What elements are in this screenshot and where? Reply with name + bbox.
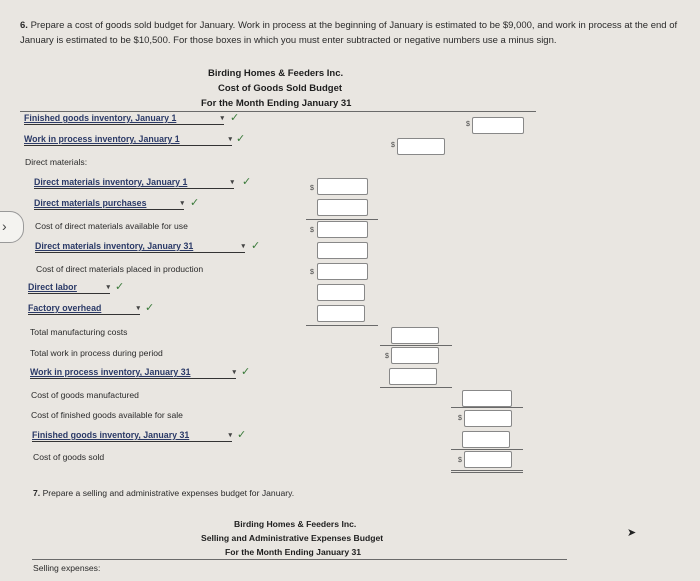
total-rule-double (451, 472, 523, 473)
cogs-budget-period: For the Month Ending January 31 (201, 98, 352, 109)
dollar-sign: $ (458, 457, 462, 464)
chevron-down-icon: ▾ (230, 179, 234, 186)
wip-inventory-jan1-dropdown[interactable] (24, 134, 232, 146)
dm-inventory-jan31-input[interactable] (317, 242, 368, 259)
total-mfg-input[interactable] (391, 327, 439, 344)
cost-fg-available-label: Cost of finished goods available for sale (31, 410, 183, 420)
dm-available-label: Cost of direct materials available for use (35, 221, 188, 231)
chevron-down-icon: ▾ (228, 432, 232, 439)
fg-inventory-jan1-dropdown[interactable] (24, 113, 224, 125)
question-7-number: 7. (33, 488, 41, 498)
check-icon: ✓ (230, 112, 240, 124)
check-icon: ✓ (237, 429, 247, 441)
dollar-sign: $ (310, 227, 314, 234)
subtotal-rule (380, 387, 452, 388)
fg-inventory-jan1-label: Finished goods inventory, January 1 (24, 113, 177, 123)
dm-inventory-jan31-label: Direct materials inventory, January 31 (35, 241, 194, 251)
dm-inventory-jan31-dropdown[interactable] (35, 241, 245, 253)
check-icon: ✓ (145, 302, 155, 314)
dollar-sign: $ (310, 269, 314, 276)
fg-inventory-jan31-dropdown[interactable] (32, 430, 232, 442)
wip-inventory-jan31-input[interactable] (389, 368, 437, 385)
factory-overhead-dropdown[interactable] (28, 303, 140, 315)
chevron-down-icon: ▾ (241, 243, 245, 250)
sa-company-name: Birding Homes & Feeders Inc. (234, 519, 357, 529)
dm-purchases-dropdown[interactable] (34, 198, 184, 210)
question-6-text (20, 18, 685, 48)
factory-overhead-input[interactable] (317, 305, 365, 322)
dollar-sign: $ (458, 415, 462, 422)
sa-budget-period: For the Month Ending January 31 (225, 547, 362, 557)
side-nav-tab[interactable] (0, 211, 24, 243)
question-7-text (33, 488, 294, 498)
subtotal-rule (306, 219, 378, 220)
cogs-label: Cost of goods sold (33, 452, 105, 462)
check-icon: ✓ (236, 133, 246, 145)
wip-inventory-jan1-label: Work in process inventory, January 1 (24, 134, 180, 144)
check-icon: ✓ (241, 366, 251, 378)
chevron-right-icon: › (2, 218, 7, 234)
wip-inventory-jan31-dropdown[interactable] (30, 367, 236, 379)
dm-purchases-input[interactable] (317, 199, 368, 216)
question-6-body: Prepare a cost of goods sold budget for January. Work in process at the beginning of January is estimated to be $9,000, and work in process at the end of January is estimated to be $10,500. For those boxes in which you must enter subtracted or negative numbers use a minus sign. (20, 20, 678, 46)
wip-inventory-jan1-input[interactable] (397, 138, 445, 155)
chevron-down-icon: ▾ (228, 136, 232, 143)
subtotal-rule (380, 345, 452, 346)
check-icon: ✓ (190, 197, 200, 209)
fg-inventory-jan1-input[interactable] (472, 117, 524, 134)
chevron-down-icon: ▾ (106, 284, 110, 291)
total-rule (451, 470, 523, 471)
chevron-down-icon: ▾ (136, 305, 140, 312)
chevron-down-icon: ▾ (180, 200, 184, 207)
direct-materials-heading: Direct materials: (25, 157, 88, 167)
dollar-sign: $ (466, 121, 470, 128)
total-wip-input[interactable] (391, 347, 439, 364)
cogs-input[interactable] (464, 451, 512, 468)
header-rule (20, 111, 536, 112)
cogs-company-name: Birding Homes & Feeders Inc. (208, 68, 344, 79)
sa-header-rule (32, 559, 567, 560)
total-wip-label: Total work in process during period (30, 348, 163, 358)
subtotal-rule (451, 407, 523, 408)
dm-inventory-jan1-input[interactable] (317, 178, 368, 195)
check-icon: ✓ (251, 240, 261, 252)
dollar-sign: $ (385, 353, 389, 360)
sa-budget-title: Selling and Administrative Expenses Budget (201, 533, 384, 543)
subtotal-rule (306, 325, 378, 326)
fg-inventory-jan31-input[interactable] (462, 431, 510, 448)
dm-placed-input[interactable] (317, 263, 368, 280)
dollar-sign: $ (310, 185, 314, 192)
dm-available-input[interactable] (317, 221, 368, 238)
mouse-cursor-icon: ➤ (627, 527, 637, 539)
check-icon: ✓ (115, 281, 125, 293)
cogs-budget-title: Cost of Goods Sold Budget (218, 83, 343, 94)
wip-inventory-jan31-label: Work in process inventory, January 31 (30, 367, 191, 377)
factory-overhead-label: Factory overhead (28, 303, 102, 313)
total-mfg-label: Total manufacturing costs (30, 327, 128, 337)
chevron-down-icon: ▾ (232, 369, 236, 376)
question-6-number: 6. (20, 20, 28, 31)
dm-purchases-label: Direct materials purchases (34, 198, 147, 208)
direct-labor-label: Direct labor (28, 282, 77, 292)
fg-inventory-jan31-label: Finished goods inventory, January 31 (32, 430, 190, 440)
dm-inventory-jan1-label: Direct materials inventory, January 1 (34, 177, 188, 187)
selling-expenses-label: Selling expenses: (33, 563, 101, 573)
check-icon: ✓ (242, 176, 252, 188)
dollar-sign: $ (391, 142, 395, 149)
cost-fg-available-input[interactable] (464, 410, 512, 427)
subtotal-rule (451, 449, 523, 450)
cogm-input[interactable] (462, 390, 512, 407)
direct-labor-input[interactable] (317, 284, 365, 301)
chevron-down-icon: ▾ (220, 115, 224, 122)
direct-labor-dropdown[interactable] (28, 282, 110, 294)
dm-placed-label: Cost of direct materials placed in production (36, 264, 204, 274)
dm-inventory-jan1-dropdown[interactable] (34, 177, 234, 189)
question-7-body: Prepare a selling and administrative expenses budget for January. (42, 488, 295, 498)
cogm-label: Cost of goods manufactured (31, 390, 139, 400)
